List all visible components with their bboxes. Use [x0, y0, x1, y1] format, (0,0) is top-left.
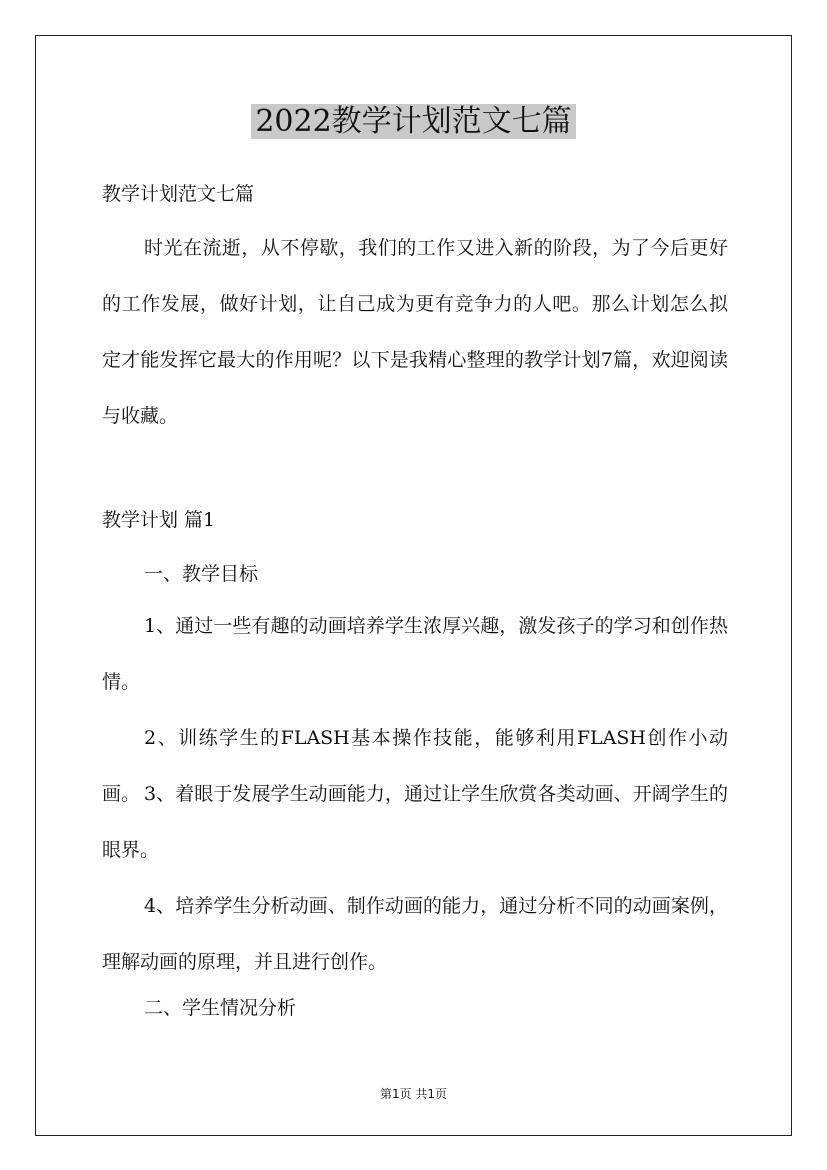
section-heading: 教学计划 篇1 — [102, 509, 216, 531]
page-footer: 第1页 共1页 — [379, 1087, 448, 1101]
analysis-heading: 二、学生情况分析 — [144, 997, 297, 1019]
goal-2: 2、训练学生的FLASH基本操作技能，能够利用FLASH创作小动画。 — [102, 727, 728, 805]
goal-4: 4、培养学生分析动画、制作动画的能力，通过分析不同的动画案例，理解动画的原理，并且进行创作。 — [102, 895, 728, 973]
intro-paragraph: 时光在流逝，从不停歇，我们的工作又进入新的阶段，为了今后更好的工作发展，做好计划，让自己成为更有竞争力的人吧。那么计划怎么拟定才能发挥它最大的作用呢？以下是我精心整理的教学计划7篇，欢迎阅读与收藏。 — [102, 237, 728, 427]
goal-1: 1、通过一些有趣的动画培养学生浓厚兴趣，激发孩子的学习和创作热情。 — [102, 615, 728, 693]
goals-heading: 一、教学目标 — [144, 563, 259, 585]
subtitle: 教学计划范文七篇 — [102, 183, 255, 205]
document-title: 2022教学计划范文七篇 — [0, 100, 827, 144]
goal-3: 3、着眼于发展学生动画能力，通过让学生欣赏各类动画、开阔学生的眼界。 — [102, 783, 728, 861]
